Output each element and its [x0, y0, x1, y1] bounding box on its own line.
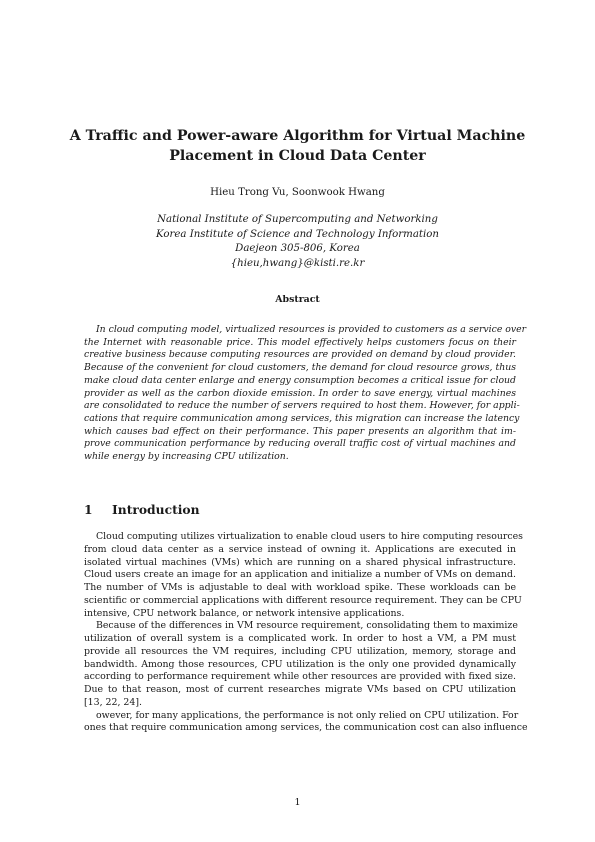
- abstract-heading: Abstract: [275, 294, 320, 305]
- affiliation-line: Korea Institute of Science and Technology Information: [156, 228, 439, 240]
- introduction-body: [84, 531, 528, 735]
- intro-line: intensive, CPU network balance, or network intensive applications.: [84, 607, 405, 619]
- intro-line: bandwidth. Among those resources, CPU utilization is the only one provided dynamically: [84, 658, 516, 670]
- intro-line: Because of the differences in VM resource requirement, consolidating them to maximize: [96, 620, 518, 632]
- abstract-line: make cloud data center enlarge and energy consumption becomes a critical issue for cloud: [84, 374, 516, 386]
- abstract-line: while energy by increasing CPU utilization.: [84, 451, 289, 463]
- intro-line: according to performance requirement while other resources are provided with fixed size.: [84, 671, 516, 683]
- affiliation-block: [60, 213, 535, 272]
- affiliation-line: Daejeon 305-806, Korea: [235, 243, 360, 255]
- section-heading: [84, 502, 200, 517]
- intro-line: ones that require communication among services, the communication cost can also influence: [84, 722, 528, 734]
- abstract-line: In cloud computing model, virtualized resources is provided to customers as a service over: [96, 324, 527, 335]
- email-line: {hieu,hwang}@kisti.re.kr: [230, 258, 365, 270]
- abstract-line: which causes bad effect on their performance. This paper presents an algorithm that im-: [84, 425, 516, 437]
- abstract-line: provider as well as the carbon dioxide emission. In order to save energy, virtual machines: [84, 387, 516, 399]
- intro-line: Cloud users create an image for an application and initialize a number of VMs on demand.: [84, 569, 516, 581]
- intro-line: Due to that reason, most of current researches migrate VMs based on CPU utilization: [84, 684, 516, 695]
- paper-title: [60, 126, 535, 166]
- intro-line: scientific or commercial applications with different resource requirement. They can be CPU: [84, 594, 522, 606]
- intro-line: utilization of overall system is a complicated work. In order to host a VM, a PM must: [84, 633, 516, 644]
- section-title: Introduction: [112, 502, 200, 517]
- title-line: Placement in Cloud Data Center: [169, 148, 426, 164]
- abstract-body: [84, 324, 527, 464]
- affiliation-line: National Institute of Supercomputing and Networking: [157, 214, 438, 225]
- intro-line: owever, for many applications, the performance is not only relied on CPU utilization. For: [96, 709, 519, 721]
- abstract-line: creative business because computing resources are provided on demand by cloud provider.: [84, 349, 516, 361]
- section-number: 1: [84, 502, 93, 517]
- abstract-line: prove communication performance by reducing overall traffic cost of virtual machines and: [84, 438, 516, 450]
- abstract-line: Because of the convenient for cloud customers, the demand for cloud resource grows, thus: [84, 362, 516, 374]
- intro-line: Cloud computing utilizes virtualization to enable cloud users to hire computing resources: [96, 531, 523, 542]
- abstract-line: cations that require communication among services, this migration can increase the latency: [84, 412, 520, 424]
- abstract-line: the Internet with reasonable price. This model effectively helps customers focus on their: [84, 336, 516, 348]
- intro-line: provide all resources the VM requires, including CPU utilization, memory, storage and: [84, 645, 516, 657]
- abstract-line: are consolidated to reduce the number of servers required to host them. However, for appli-: [84, 400, 520, 412]
- intro-line: [13, 22, 24].: [84, 696, 143, 708]
- intro-line: isolated virtual machines (VMs) which are running on a shared physical infrastructure.: [84, 556, 516, 568]
- intro-line: The number of VMs is adjustable to deal with workload spike. These workloads can be: [84, 582, 516, 593]
- author-list: Hieu Trong Vu, Soonwook Hwang: [210, 187, 385, 198]
- title-line: A Traffic and Power-aware Algorithm for Virtual Machine: [69, 128, 526, 144]
- intro-line: from cloud data center as a service instead of owning it. Applications are executed in: [84, 543, 516, 555]
- page-number: 1: [294, 797, 301, 808]
